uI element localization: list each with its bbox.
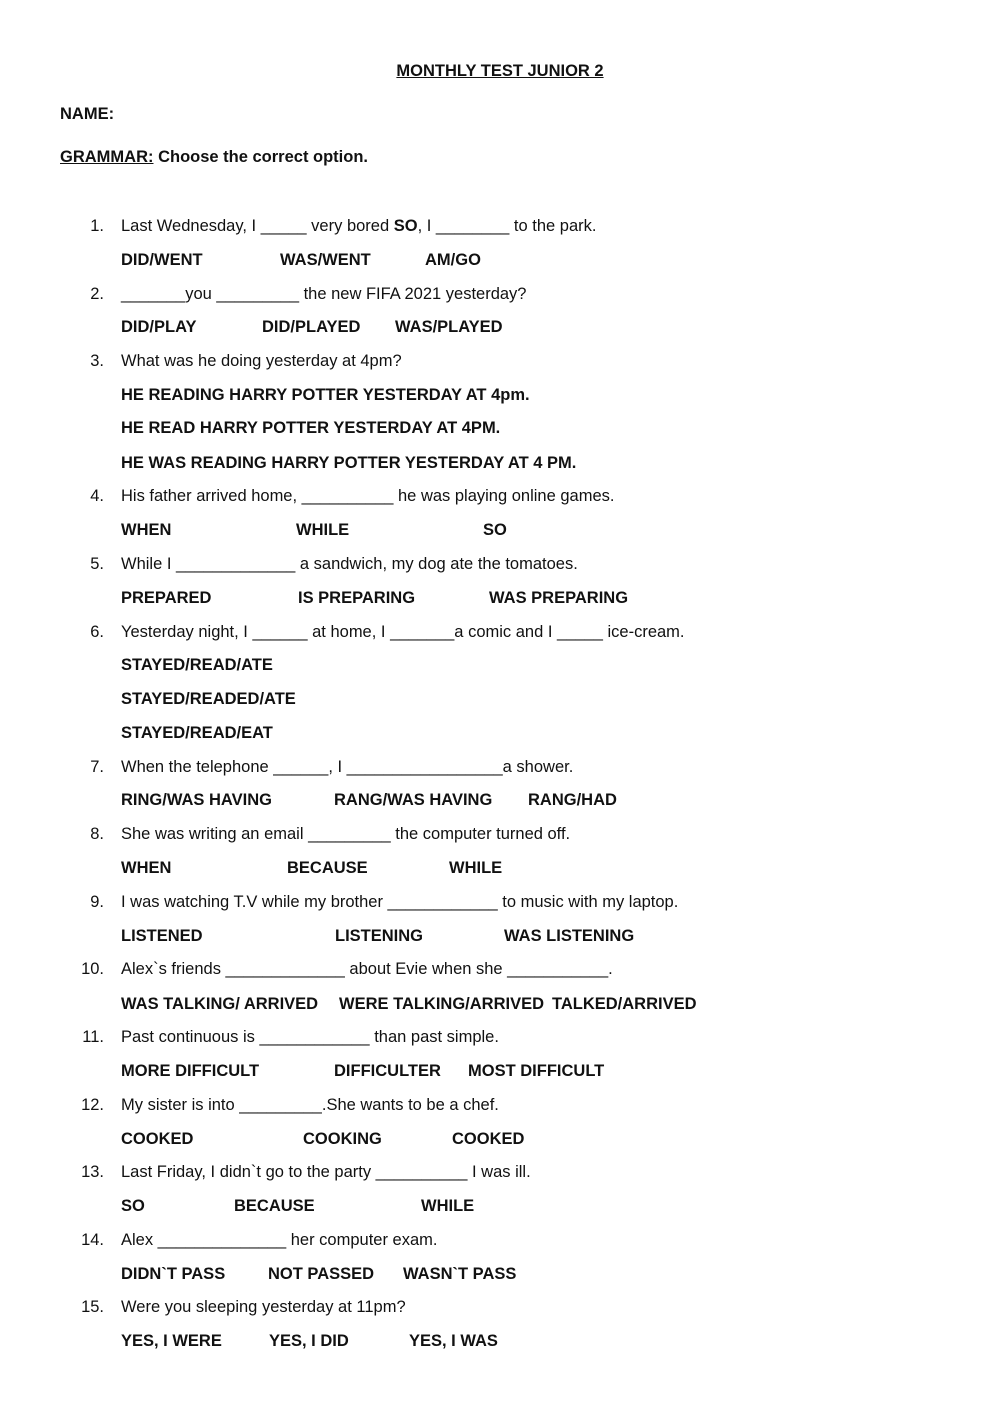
- answer-option[interactable]: STAYED/READ/EAT: [121, 724, 273, 742]
- answer-option[interactable]: WAS TALKING/ ARRIVED: [121, 995, 319, 1013]
- question-number: 2.: [90, 285, 104, 303]
- question-number: 8.: [90, 825, 104, 843]
- answer-option[interactable]: WHILE: [421, 1197, 475, 1215]
- answer-option[interactable]: DID/PLAYED: [262, 318, 361, 336]
- answer-option[interactable]: SO: [121, 1197, 145, 1215]
- answer-option[interactable]: DID/WENT: [121, 251, 203, 269]
- answer-option[interactable]: MOST DIFFICULT: [468, 1062, 605, 1080]
- question-number: 6.: [90, 623, 104, 641]
- answer-option[interactable]: WAS PREPARING: [489, 589, 629, 607]
- question-text: [121, 217, 596, 236]
- page-title: MONTHLY TEST JUNIOR 2: [396, 62, 604, 80]
- question-text: Last Friday, I didn`t go to the party __________ I was ill.: [121, 1163, 531, 1181]
- question-text: She was writing an email _________ the computer turned off.: [121, 825, 571, 843]
- question-number: 11.: [82, 1028, 104, 1046]
- answer-option[interactable]: IS PREPARING: [298, 589, 416, 607]
- answer-option[interactable]: HE READING HARRY POTTER YESTERDAY AT 4pm.: [121, 386, 530, 404]
- question-number: 12.: [81, 1096, 104, 1114]
- answer-option[interactable]: RANG/HAD: [528, 791, 617, 809]
- question-text: My sister is into _________.She wants to be a chef.: [121, 1096, 499, 1114]
- answer-option[interactable]: YES, I DID: [269, 1332, 349, 1350]
- answer-option[interactable]: WHEN: [121, 859, 172, 877]
- answer-option[interactable]: DID/PLAY: [121, 318, 197, 336]
- answer-option[interactable]: YES, I WAS: [409, 1332, 498, 1350]
- answer-option[interactable]: COOKING: [303, 1130, 382, 1148]
- question-text: While I _____________ a sandwich, my dog ate the tomatoes.: [121, 555, 578, 573]
- answer-option[interactable]: WHILE: [449, 859, 503, 877]
- answer-option[interactable]: WAS LISTENING: [504, 927, 635, 945]
- section-label: GRAMMAR:: [60, 148, 154, 166]
- question-number: 4.: [90, 487, 104, 505]
- answer-option[interactable]: WAS/WENT: [280, 251, 371, 269]
- question-number: 14.: [81, 1231, 104, 1249]
- answer-option[interactable]: BECAUSE: [234, 1197, 315, 1215]
- answer-option[interactable]: SO: [483, 521, 507, 539]
- answer-option[interactable]: LISTENING: [335, 927, 424, 945]
- answer-option[interactable]: WASN`T PASS: [403, 1265, 517, 1283]
- question-number: 5.: [90, 555, 104, 573]
- question-text-part: , I ________ to the park.: [417, 217, 597, 235]
- answer-option[interactable]: COOKED: [452, 1130, 525, 1148]
- answer-option[interactable]: YES, I WERE: [121, 1332, 222, 1350]
- question-number: 9.: [90, 893, 104, 911]
- question-number: 1.: [90, 217, 104, 235]
- answer-option[interactable]: STAYED/READ/ATE: [121, 656, 273, 674]
- answer-option[interactable]: RING/WAS HAVING: [121, 791, 272, 809]
- question-text: _______you _________ the new FIFA 2021 yesterday?: [121, 285, 527, 303]
- answer-option[interactable]: WHEN: [121, 521, 172, 539]
- question-text: What was he doing yesterday at 4pm?: [121, 352, 402, 370]
- answer-option[interactable]: DIFFICULTER: [334, 1062, 441, 1080]
- answer-option[interactable]: DIDN`T PASS: [121, 1265, 226, 1283]
- question-number: 10.: [81, 960, 104, 978]
- answer-option[interactable]: PREPARED: [121, 589, 212, 607]
- question-number: 7.: [90, 758, 104, 776]
- question-number: 15.: [81, 1298, 104, 1316]
- question-text: Alex ______________ her computer exam.: [121, 1231, 438, 1249]
- question-text-bold: SO: [393, 217, 418, 235]
- answer-option[interactable]: WERE TALKING/ARRIVED: [339, 995, 545, 1013]
- answer-option[interactable]: COOKED: [121, 1130, 194, 1148]
- answer-option[interactable]: STAYED/READED/ATE: [121, 690, 296, 708]
- question-text: I was watching T.V while my brother ____________ to music with my laptop.: [121, 893, 679, 911]
- question-number: 13.: [81, 1163, 104, 1181]
- question-number: 3.: [90, 352, 104, 370]
- question-text: Were you sleeping yesterday at 11pm?: [121, 1298, 406, 1316]
- answer-option[interactable]: HE READ HARRY POTTER YESTERDAY AT 4PM.: [121, 419, 501, 437]
- question-text: His father arrived home, __________ he was playing online games.: [121, 487, 615, 505]
- answer-option[interactable]: AM/GO: [425, 251, 481, 269]
- answer-option[interactable]: BECAUSE: [287, 859, 368, 877]
- answer-option[interactable]: TALKED/ARRIVED: [552, 995, 697, 1013]
- answer-option[interactable]: RANG/WAS HAVING: [334, 791, 493, 809]
- answer-option[interactable]: HE WAS READING HARRY POTTER YESTERDAY AT 4 PM.: [121, 454, 577, 472]
- answer-option[interactable]: WHILE: [296, 521, 350, 539]
- answer-option[interactable]: LISTENED: [121, 927, 203, 945]
- answer-option[interactable]: WAS/PLAYED: [395, 318, 503, 336]
- question-text: Alex`s friends _____________ about Evie when she ___________.: [121, 960, 613, 978]
- question-text: Yesterday night, I ______ at home, I _______a comic and I _____ ice-cream.: [121, 623, 685, 641]
- name-label: NAME:: [60, 105, 115, 123]
- answer-option[interactable]: NOT PASSED: [268, 1265, 375, 1283]
- section-instruction: Choose the correct option.: [153, 148, 369, 166]
- section-heading: [60, 148, 368, 167]
- question-text-part: Last Wednesday, I _____ very bored: [121, 217, 394, 235]
- question-text: When the telephone ______, I _________________a shower.: [121, 758, 574, 776]
- answer-option[interactable]: MORE DIFFICULT: [121, 1062, 260, 1080]
- question-text: Past continuous is ____________ than past simple.: [121, 1028, 499, 1046]
